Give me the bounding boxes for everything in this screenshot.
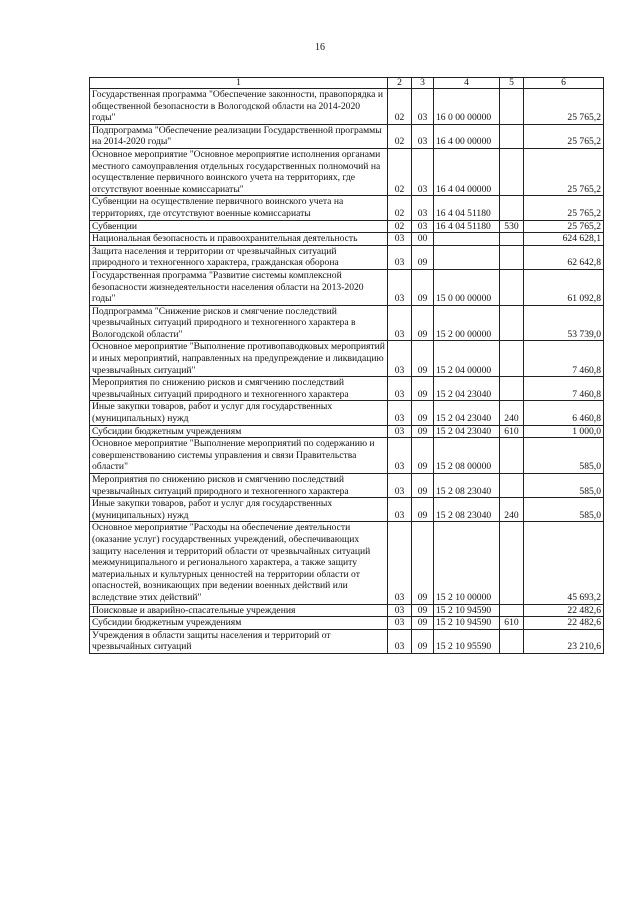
table-row	[90, 604, 604, 617]
subsection-code-cell: 09	[412, 522, 434, 604]
expense-type-cell	[500, 245, 524, 269]
section-code-cell: 02	[388, 89, 412, 125]
expense-type-cell	[500, 269, 524, 305]
expense-type-cell: 610	[500, 617, 524, 630]
amount-cell: 25 765,2	[524, 148, 604, 195]
header-row	[90, 78, 604, 89]
amount-cell: 585,0	[524, 498, 604, 522]
target-article-cell: 15 2 10 95590	[434, 629, 500, 653]
section-code-cell: 03	[388, 233, 412, 246]
budget-table	[89, 77, 604, 654]
column-header: 1	[90, 78, 388, 89]
subsection-code-cell: 09	[412, 305, 434, 341]
section-code-cell: 03	[388, 401, 412, 425]
row-name-cell: Государственная программа "Развитие системы комплексной безопасности жизнедеятельности населения области на 2013-2020 годы"	[90, 269, 388, 305]
row-name-cell: Субсидии бюджетным учреждениям	[90, 617, 388, 630]
expense-type-cell	[500, 341, 524, 377]
amount-cell: 7 460,8	[524, 377, 604, 401]
amount-cell: 6 460,8	[524, 401, 604, 425]
subsection-code-cell: 00	[412, 233, 434, 246]
section-code-cell: 03	[388, 617, 412, 630]
target-article-cell: 15 2 04 23040	[434, 401, 500, 425]
expense-type-cell	[500, 474, 524, 498]
subsection-code-cell: 09	[412, 401, 434, 425]
row-name-cell: Мероприятия по снижению рисков и смягчению последствий чрезвычайных ситуаций природного и техногенного характера	[90, 474, 388, 498]
column-header: 5	[500, 78, 524, 89]
column-header: 2	[388, 78, 412, 89]
expense-type-cell	[500, 233, 524, 246]
target-article-cell: 15 2 08 00000	[434, 438, 500, 474]
subsection-code-cell: 09	[412, 425, 434, 438]
section-code-cell: 03	[388, 604, 412, 617]
row-name-cell: Субсидии бюджетным учреждениям	[90, 425, 388, 438]
row-name-cell: Субвенции	[90, 220, 388, 233]
amount-cell: 1 000,0	[524, 425, 604, 438]
expense-type-cell	[500, 438, 524, 474]
table-row	[90, 220, 604, 233]
section-code-cell: 03	[388, 438, 412, 474]
amount-cell: 23 210,6	[524, 629, 604, 653]
target-article-cell: 15 2 10 94590	[434, 617, 500, 630]
subsection-code-cell: 09	[412, 498, 434, 522]
expense-type-cell	[500, 629, 524, 653]
section-code-cell: 03	[388, 425, 412, 438]
amount-cell: 62 642,8	[524, 245, 604, 269]
expense-type-cell	[500, 124, 524, 148]
expense-type-cell	[500, 89, 524, 125]
row-name-cell: Субвенции на осуществление первичного воинского учета на территориях, где отсутствуют военные комиссариаты	[90, 196, 388, 220]
subsection-code-cell: 03	[412, 124, 434, 148]
subsection-code-cell: 09	[412, 617, 434, 630]
section-code-cell: 03	[388, 474, 412, 498]
table-row	[90, 148, 604, 195]
column-header: 6	[524, 78, 604, 89]
amount-cell: 25 765,2	[524, 196, 604, 220]
subsection-code-cell: 03	[412, 196, 434, 220]
expense-type-cell	[500, 522, 524, 604]
amount-cell: 25 765,2	[524, 124, 604, 148]
target-article-cell: 15 2 04 23040	[434, 425, 500, 438]
section-code-cell: 03	[388, 341, 412, 377]
subsection-code-cell: 09	[412, 269, 434, 305]
expense-type-cell	[500, 305, 524, 341]
section-code-cell: 03	[388, 629, 412, 653]
amount-cell: 7 460,8	[524, 341, 604, 377]
row-name-cell: Иные закупки товаров, работ и услуг для государственных (муниципальных) нужд	[90, 498, 388, 522]
table-row	[90, 245, 604, 269]
column-header: 3	[412, 78, 434, 89]
expense-type-cell: 610	[500, 425, 524, 438]
section-code-cell: 03	[388, 305, 412, 341]
subsection-code-cell: 03	[412, 89, 434, 125]
table-row	[90, 124, 604, 148]
amount-cell: 61 092,8	[524, 269, 604, 305]
amount-cell: 45 693,2	[524, 522, 604, 604]
amount-cell: 624 628,1	[524, 233, 604, 246]
subsection-code-cell: 03	[412, 148, 434, 195]
subsection-code-cell: 09	[412, 474, 434, 498]
subsection-code-cell: 09	[412, 629, 434, 653]
table-row	[90, 305, 604, 341]
expense-type-cell: 530	[500, 220, 524, 233]
target-article-cell: 15 2 10 94590	[434, 604, 500, 617]
expense-type-cell	[500, 377, 524, 401]
amount-cell: 53 739,0	[524, 305, 604, 341]
row-name-cell: Поисковые и аварийно-спасательные учреждения	[90, 604, 388, 617]
amount-cell: 22 482,6	[524, 617, 604, 630]
target-article-cell	[434, 245, 500, 269]
target-article-cell: 16 4 04 51180	[434, 220, 500, 233]
table-row	[90, 498, 604, 522]
section-code-cell: 03	[388, 498, 412, 522]
section-code-cell: 02	[388, 220, 412, 233]
table-row	[90, 196, 604, 220]
expense-type-cell	[500, 148, 524, 195]
row-name-cell: Основное мероприятие "Выполнение противопаводковых мероприятий и иных мероприятий, направленных на предупреждение и ликвидацию чрезвычайных ситуаций"	[90, 341, 388, 377]
section-code-cell: 02	[388, 148, 412, 195]
target-article-cell: 15 2 08 23040	[434, 474, 500, 498]
section-code-cell: 02	[388, 124, 412, 148]
table-row	[90, 89, 604, 125]
row-name-cell: Подпрограмма "Обеспечение реализации Государственной программы на 2014-2020 годы"	[90, 124, 388, 148]
target-article-cell: 15 2 10 00000	[434, 522, 500, 604]
section-code-cell: 02	[388, 196, 412, 220]
target-article-cell: 16 4 04 51180	[434, 196, 500, 220]
table-row	[90, 629, 604, 653]
amount-cell: 585,0	[524, 438, 604, 474]
table-row	[90, 377, 604, 401]
target-article-cell: 16 4 04 00000	[434, 148, 500, 195]
row-name-cell: Основное мероприятие "Выполнение мероприятий по содержанию и совершенствованию системы управления и связи Правительства области"	[90, 438, 388, 474]
row-name-cell: Защита населения и территории от чрезвычайных ситуаций природного и техногенного характера, гражданская оборона	[90, 245, 388, 269]
table-row	[90, 425, 604, 438]
target-article-cell	[434, 233, 500, 246]
page-number: 16	[315, 42, 325, 53]
amount-cell: 585,0	[524, 474, 604, 498]
amount-cell: 22 482,6	[524, 604, 604, 617]
table-row	[90, 522, 604, 604]
table-row	[90, 401, 604, 425]
table-row	[90, 341, 604, 377]
section-code-cell: 03	[388, 522, 412, 604]
row-name-cell: Государственная программа "Обеспечение законности, правопорядка и общественной безопасности в Вологодской области на 2014-2020 годы"	[90, 89, 388, 125]
row-name-cell: Иные закупки товаров, работ и услуг для государственных (муниципальных) нужд	[90, 401, 388, 425]
row-name-cell: Подпрограмма "Снижение рисков и смягчение последствий чрезвычайных ситуаций природного и техногенного характера в Вологодской области"	[90, 305, 388, 341]
expense-type-cell	[500, 196, 524, 220]
subsection-code-cell: 09	[412, 438, 434, 474]
target-article-cell: 15 2 08 23040	[434, 498, 500, 522]
expense-type-cell	[500, 604, 524, 617]
table-row	[90, 617, 604, 630]
section-code-cell: 03	[388, 377, 412, 401]
amount-cell: 25 765,2	[524, 89, 604, 125]
row-name-cell: Мероприятия по снижению рисков и смягчению последствий чрезвычайных ситуаций природного и техногенного характера	[90, 377, 388, 401]
subsection-code-cell: 09	[412, 377, 434, 401]
target-article-cell: 16 0 00 00000	[434, 89, 500, 125]
section-code-cell: 03	[388, 245, 412, 269]
target-article-cell: 15 0 00 00000	[434, 269, 500, 305]
subsection-code-cell: 03	[412, 220, 434, 233]
table-row	[90, 269, 604, 305]
target-article-cell: 16 4 00 00000	[434, 124, 500, 148]
target-article-cell: 15 2 04 23040	[434, 377, 500, 401]
target-article-cell: 15 2 04 00000	[434, 341, 500, 377]
row-name-cell: Национальная безопасность и правоохранительная деятельность	[90, 233, 388, 246]
row-name-cell: Учреждения в области защиты населения и территорий от чрезвычайных ситуаций	[90, 629, 388, 653]
expense-type-cell: 240	[500, 401, 524, 425]
target-article-cell: 15 2 00 00000	[434, 305, 500, 341]
amount-cell: 25 765,2	[524, 220, 604, 233]
table-row	[90, 474, 604, 498]
subsection-code-cell: 09	[412, 245, 434, 269]
expense-type-cell: 240	[500, 498, 524, 522]
subsection-code-cell: 09	[412, 604, 434, 617]
row-name-cell: Основное мероприятие "Расходы на обеспечение деятельности (оказание услуг) государственных учреждений, обеспечивающих защиту населения и территорий области от чрезвычайных ситуаций межмуниципального и регионального характера, а также защиту материальных и культурных ценностей на территории области от опасностей, возникающих при ведении военных действий или вследствие этих действий"	[90, 522, 388, 604]
column-header: 4	[434, 78, 500, 89]
section-code-cell: 03	[388, 269, 412, 305]
table-row	[90, 438, 604, 474]
row-name-cell: Основное мероприятие "Основное мероприятие исполнения органами местного самоуправления отдельных государственных полномочий на осуществление первичного воинского учета на территориях, где отсутствуют военные комиссариаты"	[90, 148, 388, 195]
table-row	[90, 233, 604, 246]
subsection-code-cell: 09	[412, 341, 434, 377]
